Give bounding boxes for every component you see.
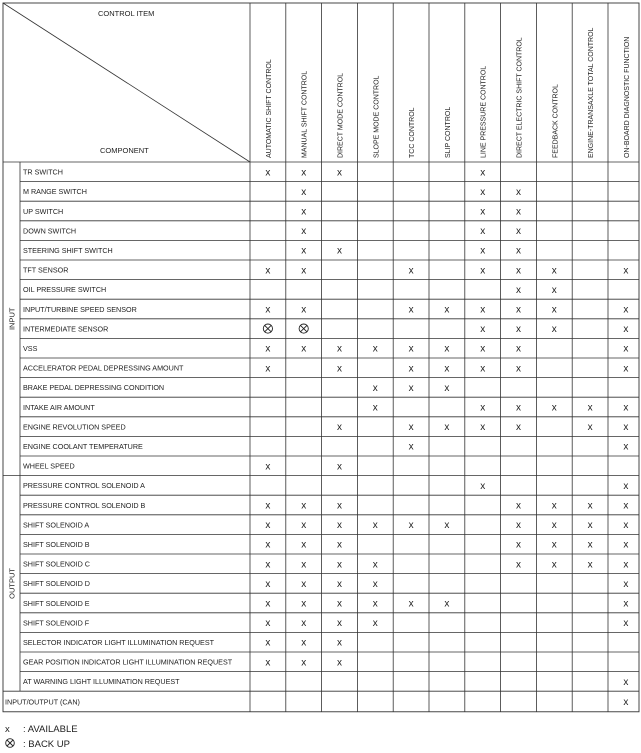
- available-mark: x: [444, 598, 450, 610]
- table-row: [301, 187, 521, 198]
- table-row: [301, 226, 521, 237]
- available-mark: x: [265, 637, 271, 649]
- available-mark: x: [444, 520, 450, 532]
- available-mark: x: [444, 343, 450, 355]
- table-row: [265, 657, 342, 668]
- available-mark: x: [623, 598, 629, 610]
- component-name: VSS: [23, 344, 38, 353]
- component-name: TFT SENSOR: [23, 265, 69, 275]
- table-row: [265, 501, 628, 512]
- table-row: [623, 677, 628, 688]
- available-mark: x: [516, 324, 521, 336]
- available-mark: x: [587, 520, 593, 532]
- available-mark: x: [516, 245, 521, 257]
- available-mark: x: [587, 422, 593, 434]
- available-mark: x: [623, 343, 629, 355]
- available-mark: x: [408, 422, 414, 434]
- available-mark: x: [551, 265, 557, 277]
- available-mark: x: [551, 500, 557, 512]
- column-header: ENGINE-TRANSAXLE TOTAL CONTROL: [588, 27, 596, 158]
- component-name: AT WARNING LIGHT ILLUMINATION REQUEST: [23, 677, 180, 687]
- legend-available: [5, 722, 78, 737]
- available-mark: x: [301, 167, 307, 179]
- available-mark: x: [623, 578, 629, 590]
- component-name: SELECTOR INDICATOR LIGHT ILLUMINATION REQUEST: [23, 638, 215, 647]
- component-name: INTAKE AIR AMOUNT: [23, 402, 95, 412]
- available-mark: x: [623, 500, 629, 512]
- available-mark: x: [623, 441, 629, 453]
- available-mark: x: [516, 539, 521, 551]
- available-mark: x: [265, 304, 271, 316]
- column-header: ON-BOARD DIAGNOSTIC FUNCTION: [623, 36, 631, 158]
- available-mark: x: [408, 441, 414, 453]
- available-mark: x: [408, 363, 414, 375]
- available-mark: x: [337, 637, 342, 649]
- available-mark: x: [265, 559, 271, 571]
- available-mark: x: [301, 226, 307, 238]
- column-header: TCC CONTROL: [409, 107, 417, 158]
- available-mark: x: [623, 520, 629, 532]
- available-mark: x: [301, 598, 307, 610]
- component-name: DOWN SWITCH: [23, 226, 77, 236]
- available-mark: x: [301, 657, 307, 669]
- available-mark: x: [337, 500, 342, 512]
- available-mark: x: [480, 206, 486, 218]
- component-name: ENGINE REVOLUTION SPEED: [23, 422, 126, 432]
- available-mark: x: [372, 343, 378, 355]
- component-name: PRESSURE CONTROL SOLENOID A: [23, 481, 145, 491]
- available-mark: x: [337, 245, 342, 257]
- table-row: [301, 246, 521, 257]
- available-mark: x: [480, 304, 486, 316]
- available-mark: x: [301, 500, 307, 512]
- available-mark: x: [265, 520, 271, 532]
- available-mark: x: [265, 618, 271, 630]
- available-mark: x: [337, 167, 342, 179]
- available-mark: x: [551, 559, 557, 571]
- component-name: WHEEL SPEED: [23, 461, 75, 471]
- available-mark: x: [587, 500, 593, 512]
- available-mark: x: [337, 539, 342, 551]
- backup-icon: [299, 324, 308, 333]
- available-mark: x: [265, 598, 271, 610]
- available-mark: x: [337, 363, 342, 375]
- available-mark: x: [444, 304, 450, 316]
- available-mark: x: [623, 324, 629, 336]
- table-row: [265, 305, 628, 316]
- available-mark: x: [516, 343, 521, 355]
- column-header: SLOPE MODE CONTROL: [373, 75, 381, 158]
- available-mark: x: [516, 559, 521, 571]
- component-name: ENGINE COOLANT TEMPERATURE: [23, 442, 143, 451]
- available-mark: x: [301, 578, 307, 590]
- component-name: ACCELERATOR PEDAL DEPRESSING AMOUNT: [23, 363, 184, 373]
- available-mark: x: [623, 304, 629, 316]
- column-header: MANUAL SHIFT CONTROL: [301, 70, 309, 158]
- available-mark: x: [480, 480, 486, 492]
- available-mark: x: [480, 422, 486, 434]
- available-mark: x: [301, 637, 307, 649]
- io-row-name: INPUT/OUTPUT (CAN): [5, 697, 80, 707]
- available-mark: x: [480, 167, 486, 179]
- available-mark: x: [265, 657, 271, 669]
- available-mark: x: [337, 657, 342, 669]
- available-mark: x: [516, 422, 521, 434]
- available-mark: x: [516, 304, 521, 316]
- available-mark: x: [372, 578, 378, 590]
- available-mark: x: [623, 559, 629, 571]
- available-mark: x: [480, 363, 486, 375]
- available-mark: x: [408, 520, 414, 532]
- column-header: AUTOMATIC SHIFT CONTROL: [265, 59, 273, 158]
- available-mark: x: [516, 402, 521, 414]
- component-name: INPUT/TURBINE SPEED SENSOR: [23, 304, 137, 314]
- component-name: SHIFT SOLENOID C: [23, 559, 90, 569]
- column-header: DIRECT ELECTRIC SHIFT CONTROL: [516, 37, 524, 158]
- table-row: [337, 422, 628, 433]
- available-mark: x: [265, 265, 271, 277]
- available-mark: x: [265, 167, 271, 179]
- column-header: FEEDBACK CONTROL: [552, 84, 560, 158]
- available-mark: x: [265, 578, 271, 590]
- available-mark: x: [551, 520, 557, 532]
- available-symbol: x: [5, 724, 10, 735]
- table-row: [265, 167, 485, 178]
- available-mark: x: [301, 618, 307, 630]
- available-mark: x: [372, 402, 378, 414]
- available-mark: x: [623, 676, 629, 688]
- table-row: [265, 559, 628, 570]
- available-mark: x: [408, 343, 414, 355]
- backup-icon: [5, 737, 23, 752]
- table-row: [265, 599, 628, 610]
- available-mark: x: [516, 186, 521, 198]
- available-mark: x: [444, 422, 450, 434]
- available-mark: x: [265, 461, 271, 473]
- component-name: OIL PRESSURE SWITCH: [23, 285, 107, 295]
- available-mark: x: [551, 284, 557, 296]
- available-mark: x: [337, 598, 342, 610]
- available-mark: x: [480, 324, 486, 336]
- table-row: [265, 618, 628, 629]
- available-mark: x: [623, 363, 629, 375]
- component-name: SHIFT SOLENOID E: [23, 598, 90, 608]
- column-header: DIRECT MODE CONTROL: [337, 72, 345, 158]
- component-name: M RANGE SWITCH: [23, 187, 87, 197]
- legend: [5, 722, 78, 752]
- available-mark: x: [623, 422, 629, 434]
- available-mark: x: [337, 618, 342, 630]
- available-mark: x: [337, 461, 342, 473]
- available-mark: x: [516, 206, 521, 218]
- column-header: SLIP CONTROL: [444, 106, 452, 158]
- available-mark: x: [551, 324, 557, 336]
- available-mark: x: [301, 245, 307, 257]
- available-mark: x: [587, 559, 593, 571]
- available-mark: x: [265, 539, 271, 551]
- legend-backup-text: : BACK UP: [23, 739, 70, 750]
- backup-icon: [263, 324, 272, 333]
- available-mark: x: [587, 539, 593, 551]
- component-name: UP SWITCH: [23, 206, 64, 216]
- available-mark: x: [551, 304, 557, 316]
- available-mark: x: [372, 618, 378, 630]
- available-mark: x: [337, 422, 342, 434]
- group-label: OUTPUT: [7, 567, 17, 599]
- available-mark: x: [372, 382, 378, 394]
- available-mark: x: [337, 343, 342, 355]
- available-mark: x: [480, 226, 486, 238]
- available-mark: x: [265, 343, 271, 355]
- table-row: [265, 579, 628, 590]
- component-name: BRAKE PEDAL DEPRESSING CONDITION: [23, 383, 165, 393]
- available-mark: x: [516, 363, 521, 375]
- header-diagonal: [3, 3, 250, 162]
- available-mark: x: [372, 559, 378, 571]
- component-name: PRESSURE CONTROL SOLENOID B: [23, 500, 146, 510]
- available-mark: x: [480, 186, 486, 198]
- available-mark: x: [337, 578, 342, 590]
- legend-available-text: : AVAILABLE: [23, 724, 78, 735]
- component-name: GEAR POSITION INDICATOR LIGHT ILLUMINATION REQUEST: [23, 657, 233, 667]
- available-mark: x: [623, 402, 629, 414]
- available-mark: x: [551, 402, 557, 414]
- component-name: SHIFT SOLENOID B: [23, 540, 90, 549]
- available-mark: x: [516, 226, 521, 238]
- available-mark: x: [516, 500, 521, 512]
- component-name: INTERMEDIATE SENSOR: [23, 324, 109, 334]
- component-label: COMPONENT: [100, 146, 149, 155]
- table-row: [409, 442, 629, 453]
- component-name: STEERING SHIFT SWITCH: [23, 246, 113, 255]
- table-row: [265, 461, 342, 472]
- available-mark: x: [480, 265, 486, 277]
- table-row: [265, 540, 628, 551]
- group-label: INPUT: [7, 307, 17, 331]
- available-mark: x: [516, 520, 521, 532]
- component-name: SHIFT SOLENOID A: [23, 520, 90, 530]
- available-mark: x: [623, 696, 629, 708]
- table-border: [3, 3, 639, 712]
- component-name: TR SWITCH: [23, 167, 63, 177]
- table-row: [301, 207, 521, 218]
- available-mark: x: [372, 598, 378, 610]
- available-mark: x: [408, 265, 414, 277]
- available-mark: x: [372, 520, 378, 532]
- available-mark: x: [337, 520, 342, 532]
- control-item-label: CONTROL ITEM: [98, 9, 155, 18]
- available-mark: x: [301, 304, 307, 316]
- available-mark: x: [480, 402, 486, 414]
- component-name: SHIFT SOLENOID D: [23, 579, 90, 589]
- available-mark: x: [444, 363, 450, 375]
- available-mark: x: [587, 402, 593, 414]
- available-mark: x: [265, 363, 271, 375]
- table-row: [265, 520, 628, 531]
- available-mark: x: [480, 343, 486, 355]
- available-mark: x: [623, 618, 629, 630]
- table-row: [480, 324, 628, 335]
- table-row: [265, 265, 628, 276]
- available-mark: x: [301, 206, 307, 218]
- available-mark: x: [408, 598, 414, 610]
- available-mark: x: [408, 382, 414, 394]
- table-row: [265, 638, 342, 649]
- available-mark: x: [337, 559, 342, 571]
- available-mark: x: [265, 500, 271, 512]
- available-mark: x: [444, 382, 450, 394]
- available-mark: x: [301, 343, 307, 355]
- table-row: [480, 481, 628, 492]
- available-mark: x: [301, 520, 307, 532]
- available-mark: x: [480, 245, 486, 257]
- available-mark: x: [516, 265, 521, 277]
- table-row: [265, 344, 628, 355]
- available-mark: x: [301, 265, 307, 277]
- available-mark: x: [408, 304, 414, 316]
- available-mark: x: [551, 539, 557, 551]
- available-mark: x: [516, 284, 521, 296]
- available-mark: x: [301, 186, 307, 198]
- table-row: [265, 363, 628, 374]
- column-header: LINE PRESSURE CONTROL: [480, 65, 488, 158]
- available-mark: x: [623, 265, 629, 277]
- available-mark: x: [623, 480, 629, 492]
- component-name: SHIFT SOLENOID F: [23, 618, 90, 628]
- table-row: [373, 383, 450, 394]
- available-mark: x: [623, 539, 629, 551]
- available-mark: x: [301, 559, 307, 571]
- available-mark: x: [301, 539, 307, 551]
- legend-backup: [5, 737, 78, 752]
